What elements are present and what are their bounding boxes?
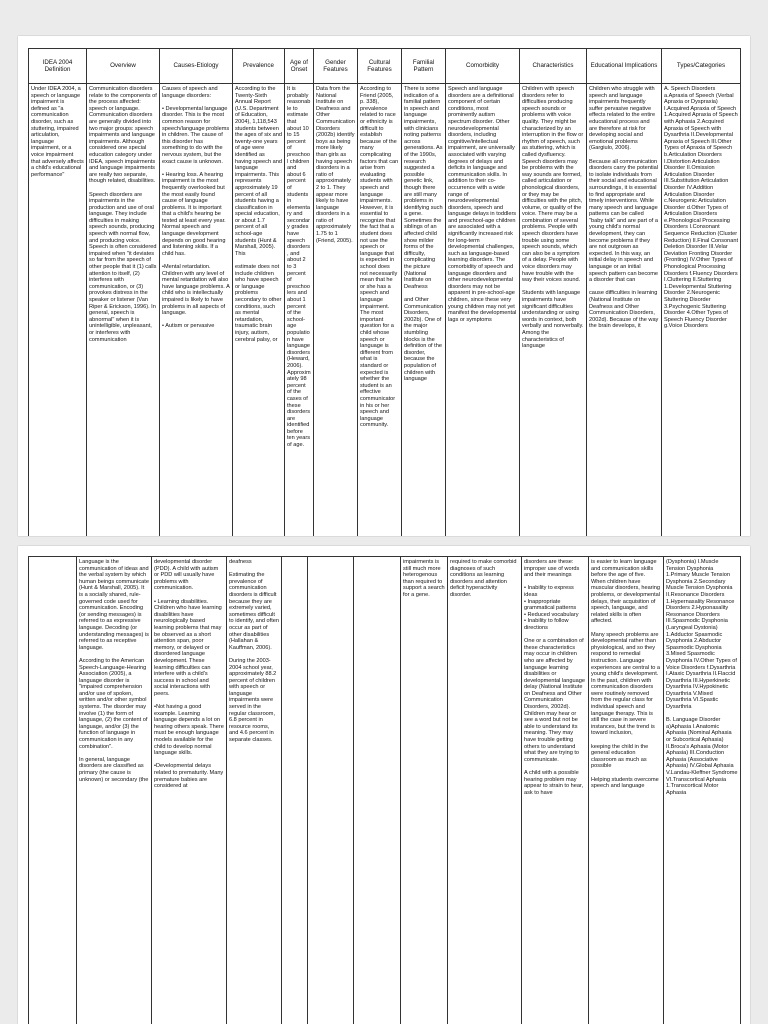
table-cell: It is probably reasonable to estimate that about 10 to 15 percent of preschool children and about 6 percent of students in elementary and secondary grades have speech disorders, and about 2 to 3 percent of preschoolers and about 1 percent of the school-age population have language disorders (Heward, 2006). Approximately 98 percent of the cases of these disorders are identified before ten years of age. (285, 84, 314, 537)
header-cell: Causes-Etiology (160, 49, 233, 84)
table-cell: deafness Estimating the prevalence of communication disorders is difficult because they are extremely varied, sometimes difficult to identify, and often occur as part of other disabilities (Hallahan & Kauffman, 2006). During the 2003-2004 school year, approximately 88.2 percent of children with speech or language impairments were served in the regular classroom, 6.8 percent in resource rooms, and 4.6 percent in separate classes. (227, 557, 282, 1024)
table-cell: Data from the National Institute on Deafness and Other Communication Disorders (2002b) identify boys as being more likely than girls as having speech disorders in a ratio of approximately 2 to 1. They appear more likely to have language disorders in a ratio of approximately 1.75 to 1 (Friend, 2005). (314, 84, 358, 537)
table-cell: developmental disorder (PDD). A child with autism or PDD will usually have problems with communication. • Learning disabilities. Children who have learning disabilities have neurologically based learning problems that may be observed as a short attention span, poor memory, or delayed or disordered language development. These learning difficulties can interfere with a child's success in school and social interactions with peers. •Not having a good example. Learning language depends a lot on hearing others speak. There must be enough language models available for the child to develop normal language skills. •Developmental delays related to prematurity. Many premature babies are considered at (152, 557, 227, 1024)
table-cell: disorders are these: improper use of words and their meanings • Inability to express ideas • Inappropriate grammatical patterns • Reduced vocabulary • Inability to follow directions One or a combination of these characteristics may occur in children who are affected by language learning disabilities or developmental language delay (National Institute on Deafness and Other Communication Disorders, 2002d). Children may hear or see a word but not be able to understand its meaning. They may have trouble getting others to understand what they are trying to communicate. A child with a possible hearing problem may appear to strain to hear, ask to have (522, 557, 589, 1024)
header-cell: Gender Features (314, 49, 358, 84)
table-cell: According to Friend (2005, p. 338), prevalence related to race or ethnicity is difficult to establish because of the many complicating factors that can arise from evaluating students with speech and language impairments. However, it is essential to recognize that the fact that a student does not use the speech or language that is expected in school does not necessarily mean that he or she has a speech and language impairment. The most important question for a child whose speech or language is different from what is standard or expected is whether the student is an effective communicator in his or her speech and language community. (358, 84, 402, 537)
table-cell: Language is the communication of ideas and the verbal system by which human beings communicate (Hunt & Marshall, 2005). It is a socially shared, rule-governed code used for communication. Encoding (or sending messages) is referred to as expressive language. Decoding (or understanding messages) is referred to as receptive language. According to the American Speech-Language-Hearing Association (2005), a language disorder is "impaired comprehension and/or use of spoken, written and/or other symbol systems. The disorder may involve (1) the form of language, (2) the content of language, and/or (3) the function of language in communication in any combination". In general, language disorders are classified as primary (the cause is unknown) or secondary (the (77, 557, 152, 1024)
table-cell: required to make comorbid diagnoses of such conditions as learning disorders and attention deficit hyperactivity disorder. (448, 557, 522, 1024)
header-cell: Age of Onset (285, 49, 314, 84)
header-cell: Overview (87, 49, 160, 84)
table-cell: Speech and language disorders are a definitional component of certain conditions, most prominently autism spectrum disorder. Other neurodevelopmental disorders, including cognitive/intellectual impairment, are universally associated with varying degrees of delays and deficits in language and communication skills. In addition to their co-occurrence with a wide range of neurodevelopmental disorders, speech and language delays in toddlers and preschool-age children are associated with a significantly increased risk for long-term developmental challenges, such as language-based learning disorders. The comorbidity of speech and language disorders and other neurodevelopmental disorders may not be apparent in pre-school-age children, since these very young children may not yet manifest the developmental lags or symptoms (446, 84, 520, 537)
table-cell (29, 557, 77, 1024)
header-cell: Prevalence (233, 49, 285, 84)
table-cell: Children who struggle with speech and language impairments frequently suffer pervasive negative effects related to the entire educational process and are therefore at risk for developing social and emotional problems (Gargiulo, 2006). Because all communication disorders carry the potential to isolate individuals from their social and educational surroundings, it is essential to find appropriate and timely interventions. While many speech and language patterns can be called "baby talk" and are part of a young child's normal development, they can become problems if they are not outgrown as expected. In this way, an initial delay in speech and language or an initial speech pattern can become a disorder that can cause difficulties in learning (National Institute on Deafness and Other Communication Disorders, 2002d). Because of the way the brain develops, it (587, 84, 662, 537)
table-cell: Causes of speech and language disorders: • Developmental language disorder. This is the most common reason for speech/language problems in children. The cause of this disorder has something to do with the nervous system, but the exact cause is unknown. • Hearing loss. A hearing impairment is the most frequently overlooked but the most easily found cause of language problems. It is important that a child's hearing be tested at least every year. Normal speech and language development depends on good hearing and listening skills. If a child has. •Mental retardation. Children with any level of mental retardation will also have language problems. A child who is intellectually impaired is likely to have problems in all aspects of language. • Autism or pervasive (160, 84, 233, 537)
table-row (29, 84, 741, 537)
table-cell: impairments is still much more heterogenous than required to support a search for a gene. (401, 557, 448, 1024)
table-cell: There is some indication of a familial pattern in speech and language impairments, with clinicians noting patterns across generations. As of the 1990s, research suggested a possible genetic link, though there are still many problems in identifying such a gene. Sometimes the siblings of an affected child show milder forms of the difficulty, complicating the picture (National Institute on Deafness and Other Communication Disorders, 2002b). One of the major stumbling blocks is the definition of the disorder, because the population of children with language (402, 84, 446, 537)
document-page-2 (18, 546, 750, 1024)
table-cell: Under IDEA 2004, a speech or language impairment is defined as "a communication disorder, such as stuttering, impaired articulation, language impairment, or a voice impairment that adversely affects a child's educational performance" (29, 84, 87, 537)
table-cell: Children with speech disorders refer to difficulties producing speech sounds or problems with voice quality. They might be characterized by an interruption in the flow or rhythm of speech, such as stuttering, which is called dysfluency. Speech disorders may be problems with the way sounds are formed, called articulation or phonological disorders, or they may be difficulties with the pitch, volume, or quality of the voice. There may be a combination of several problems. People with speech disorders have trouble using some speech sounds, which can also be a symptom of a delay. People with voice disorders may have trouble with the way their voices sound. Students with language impairments have significant difficulties understanding or using words in context, both verbally and nonverbally. Among the characteristics of language (520, 84, 587, 537)
table-cell: A. Speech Disorders a.Apraxia of Speech (Verbal Apraxia or Dyspraxia) I.Acquired Apraxia of Speech 1.Acquired Apraxia of Speech with Aphasia 2.Acquired Apraxia of Speech with Dysarthria II.Developmental Apraxia of Speech III.Other Types of Apraxia of Speech b.Articulation Disorders I.Distortion Articulation Disorder II.Omission Articulation Disorder III.Substitution Articulation Disorder IV.Addition Articulation Disorder c.Neurogenic Articulation Disorder d.Other Types of Articulation Disorders e.Phonological Processing Disorders I.Consonant Sequence Reduction (Cluster Reduction) II.Final Consonant Deletion Disorder III.Velar Deviation Fronting Disorder (Fronting) IV.Other Types of Phonological Processing Disorders f.Fluency Disorders I.Cluttering II.Stuttering 1.Developmental Stuttering Disorder 2.Neurogenic Stuttering Disorder 3.Psychogenic Stuttering Disorder 4.Other Types of Speech Fluency Disorder g.Voice Disorders (662, 84, 741, 537)
table-row (29, 557, 741, 1024)
header-cell: Educational Implications (587, 49, 662, 84)
disorder-table-page-2 (28, 556, 741, 1024)
table-cell: According to the Twenty-Sixth Annual Report (U.S. Department of Education, 2004), 1,118,543 students between the ages of six and twenty-one years of age were identified as having speech and language impairments. This represents approximately 19 percent of all students having a classification in special education, or about 1.7 percent of all school-age students (Hunt & Marshall, 2005). This estimate does not include children who have speech or language problems secondary to other conditions, such as mental retardation, traumatic brain injury, autism, cerebral palsy, or (233, 84, 285, 537)
header-row (29, 49, 741, 84)
table-cell: Communication disorders relate to the components of the process affected: speech or language. Communication disorders are generally divided into two major groups: speech impairments and language impairments. Although considered one special education category under IDEA, speech impairments and language impairments are really two separate, though related, disabilities. Speech disorders are impairments in the production and use of oral language. They include difficulties in making speech sounds, producing speech with normal flow, and producing voice. Speech is often considered impaired when "it deviates so far from the speech of other people that it (1) calls attention to itself, (2) interferes with communication, or (3) provokes distress in the speaker or listener (Van Riper & Erickson, 1996). In general, speech is abnormal" when it is unintelligible, unpleasant, or interferes with communication (87, 84, 160, 537)
header-cell: Comorbidity (446, 49, 520, 84)
header-cell: Familial Pattern (402, 49, 446, 84)
header-cell: Types/Categories (662, 49, 741, 84)
document-page-1 (18, 36, 750, 536)
table-cell (308, 557, 354, 1024)
table-cell: is easier to learn language and communication skills before the age of five. When children have muscular disorders, hearing problems, or developmental delays, their acquisition of speech, language, and related skills is often affected. Many speech problems are developmental rather than physiological, and so they respond to remedial instruction. Language experiences are central to a young child's development. In the past, children with communication disorders were routinely removed from the regular class for individual speech and language therapy. This is still the case in severe instances, but the trend is toward inclusion, keeping the child in the general education classroom as much as possible Helping students overcome speech and language (589, 557, 664, 1024)
header-cell: Characteristics (520, 49, 587, 84)
table-cell (354, 557, 401, 1024)
table-cell (282, 557, 308, 1024)
disorder-table-page-1 (28, 48, 741, 536)
header-cell: IDEA 2004 Definition (29, 49, 87, 84)
table-cell: (Dysphonia) I.Muscle Tension Dysphonia 1.Primary Muscle Tension Dysphonia 2.Secondary Muscle Tension Dysphonia II.Resonance Disorders 1.Hypernasality Resonance Disorders 2.Hyponasality Resonance Disorders III.Spasmodic Dysphonia (Laryngeal Dystonia) 1.Adductor Spasmodic Dysphonia 2.Abductor Spasmodic Dysphonia 3.Mixed Spasmodic Dysphonia IV.Other Types of Voice Disorders f.Dysarthria I.Ataxic Dysarthria II.Flaccid Dysarthria III.Hyperkinetic Dysarthria IV.Hypokinetic Dysarthria V.Mixed Dysarthria VI.Spastic Dysarthria B. Language Disorder a)Aphasia I.Anatomic Aphasia (Nominal Aphasia or Subcortical Aphasia) II.Broca's Aphasia (Motor Aphasia) III.Conduction Aphasia (Associative Aphasia) IV.Global Aphasia V.Landau-Kleffner Syndrome VI.Transcortical Aphasia 1.Transcortical Motor Aphasia (664, 557, 741, 1024)
header-cell: Cultural Features (358, 49, 402, 84)
